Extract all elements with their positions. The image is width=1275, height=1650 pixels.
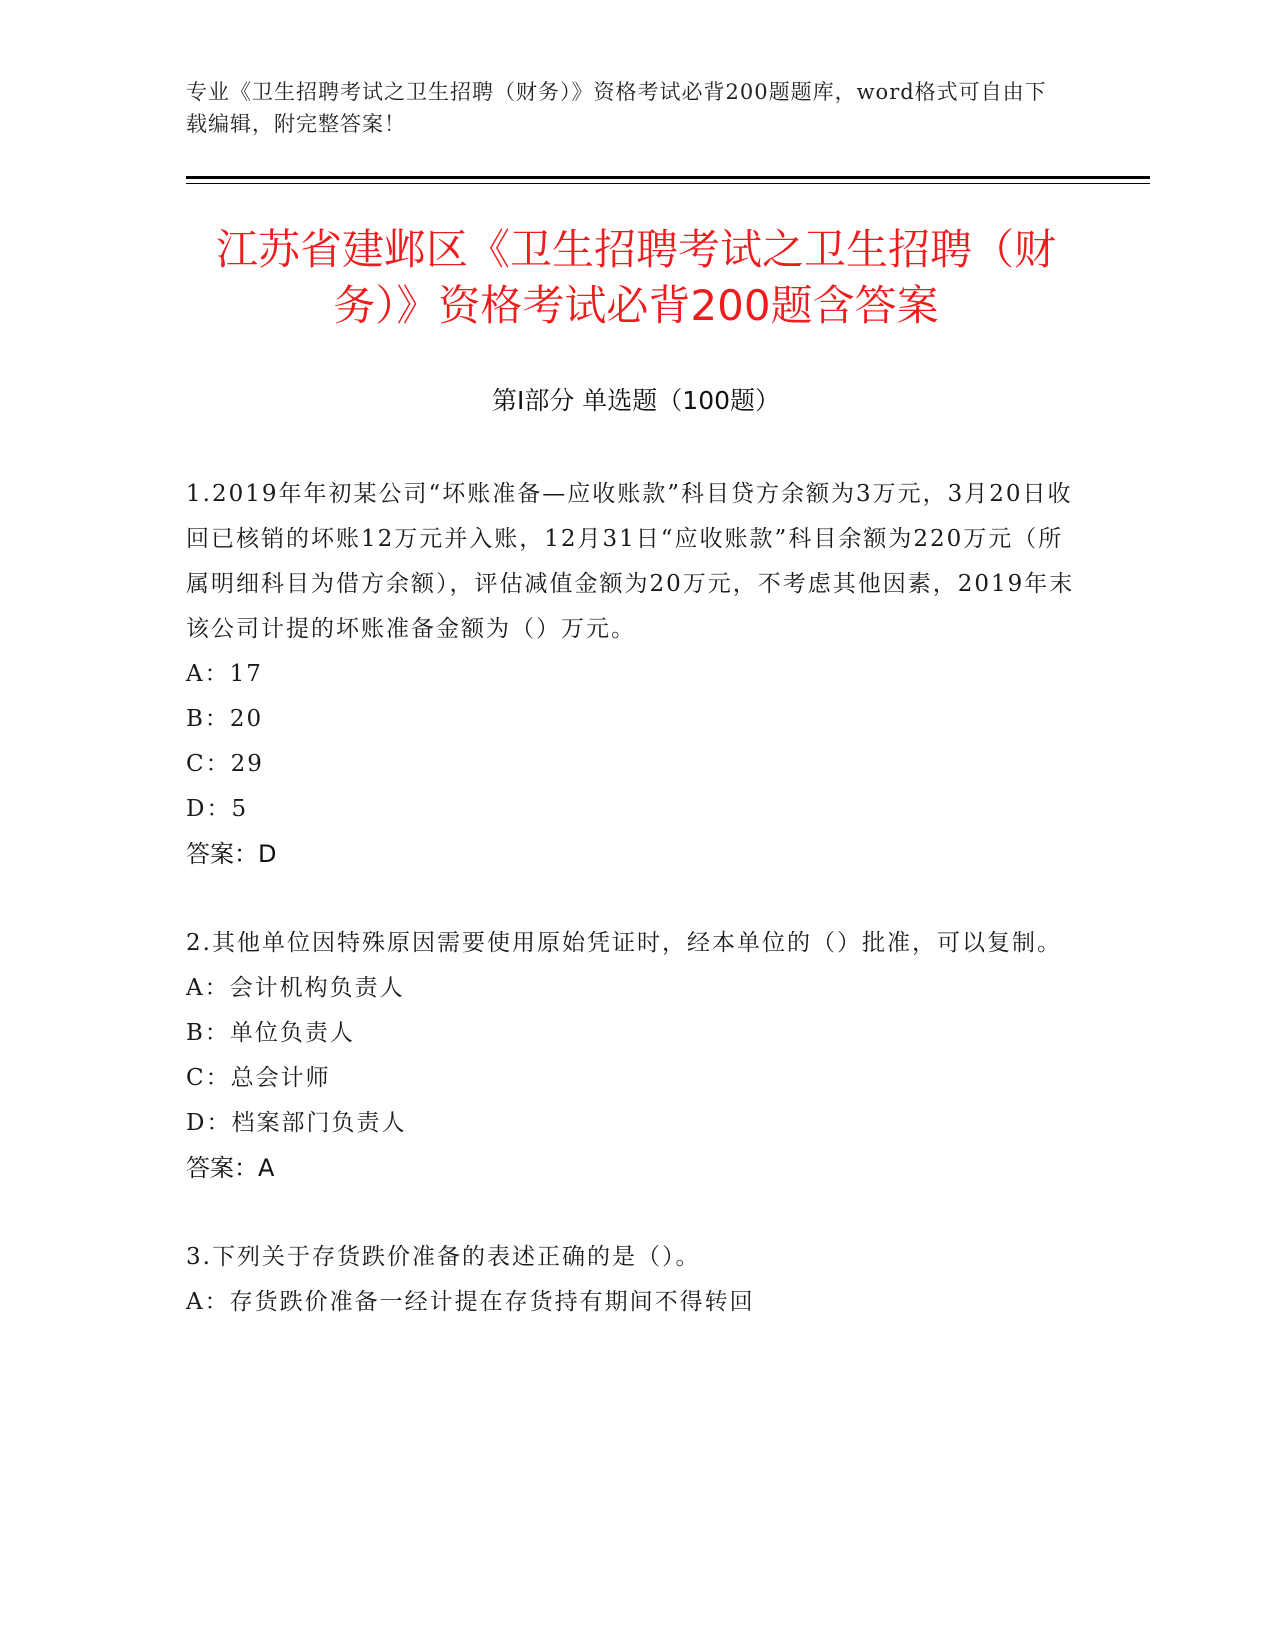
option-a: A：存货跌价准备一经计提在存货持有期间不得转回 <box>186 1289 755 1315</box>
document-title: 江苏省建邺区《卫生招聘考试之卫生招聘（财务）》资格考试必背200题含答案 <box>215 225 1056 330</box>
header-note: 专业《卫生招聘考试之卫生招聘（财务）》资格考试必背200题题库，word格式可自由下载编辑，附完整答案！ <box>186 80 1047 136</box>
option-c: C：29 <box>186 751 264 777</box>
option-d: D：5 <box>186 796 249 822</box>
section-heading: 第I部分 单选题（100题） <box>491 386 781 415</box>
option-a: A：17 <box>186 661 263 687</box>
header-rule-thick <box>186 176 1150 179</box>
question-2 <box>186 921 1076 1191</box>
question-text: 1.2019年年初某公司“坏账准备—应收账款”科目贷方余额为3万元，3月20日收回已核销的坏账12万元并入账，12月31日“应收账款”科目余额为220万元（所属明细科目为借方余额），评估减值金额为20万元，不考虑其他因素，2019年末该公司计提的坏账准备金额为（）万元。 <box>186 481 1075 642</box>
question-text: 3.下列关于存货跌价准备的表述正确的是（）。 <box>186 1244 701 1270</box>
option-c: C：总会计师 <box>186 1065 331 1091</box>
question-3 <box>186 1235 1076 1325</box>
option-b: B：20 <box>186 706 264 732</box>
answer: 答案：D <box>186 840 277 868</box>
question-1 <box>186 472 1076 877</box>
option-d: D：档案部门负责人 <box>186 1110 407 1136</box>
answer: 答案：A <box>186 1154 275 1182</box>
question-text: 2.其他单位因特殊原因需要使用原始凭证时，经本单位的（）批准，可以复制。 <box>186 930 1062 956</box>
header-rule-thin <box>186 183 1150 184</box>
option-a: A：会计机构负责人 <box>186 975 405 1001</box>
option-b: B：单位负责人 <box>186 1020 355 1046</box>
question-list <box>186 472 1076 1369</box>
